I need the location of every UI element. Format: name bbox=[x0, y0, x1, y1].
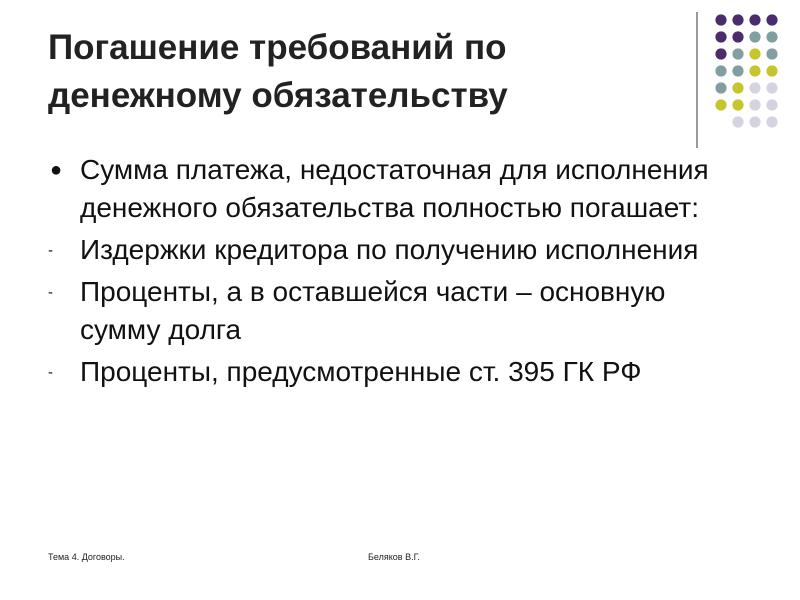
slide-title-line-2: денежному обязательству bbox=[48, 76, 508, 115]
decorative-dot bbox=[715, 31, 726, 42]
list-item bbox=[48, 353, 728, 391]
footer-topic: Тема 4. Договоры. bbox=[48, 552, 125, 562]
decorative-dot bbox=[749, 65, 760, 76]
decorative-dot bbox=[732, 99, 743, 110]
decorative-dot bbox=[766, 116, 777, 127]
slide-title-line-1: Погашение требований по bbox=[48, 28, 507, 67]
dash-marker: - bbox=[48, 284, 53, 301]
list-item-text: Проценты, а в оставшейся части – основную сумму долга bbox=[80, 276, 666, 345]
decorative-dot bbox=[749, 48, 760, 59]
decorative-dot bbox=[715, 65, 726, 76]
decorative-dot bbox=[749, 116, 760, 127]
decorative-dot bbox=[732, 82, 743, 93]
list-item-text: Проценты, предусмотренные ст. 395 ГК РФ bbox=[80, 356, 642, 387]
list-item-text: Издержки кредитора по получению исполнения bbox=[80, 234, 699, 265]
decorative-dot bbox=[732, 116, 743, 127]
decorative-dot bbox=[732, 48, 743, 59]
decorative-dot bbox=[766, 99, 777, 110]
decorative-dot bbox=[749, 31, 760, 42]
decorative-divider-line bbox=[696, 12, 698, 148]
list-item bbox=[48, 151, 728, 227]
decorative-dot bbox=[715, 14, 726, 25]
list-item bbox=[48, 231, 728, 269]
bullet-list bbox=[48, 151, 728, 391]
dash-marker: - bbox=[48, 242, 53, 259]
dash-marker: - bbox=[48, 364, 53, 381]
decorative-dot-grid bbox=[711, 12, 791, 132]
decorative-dot bbox=[715, 99, 726, 110]
decorative-dot bbox=[732, 65, 743, 76]
decorative-dot bbox=[732, 14, 743, 25]
slide-title bbox=[48, 24, 668, 120]
list-item bbox=[48, 273, 728, 349]
decorative-dot bbox=[766, 48, 777, 59]
decorative-dot bbox=[749, 99, 760, 110]
footer-author: Беляков В.Г. bbox=[368, 552, 420, 562]
decorative-dot bbox=[766, 14, 777, 25]
decorative-dot bbox=[766, 82, 777, 93]
decorative-dot bbox=[715, 48, 726, 59]
decorative-dot bbox=[749, 14, 760, 25]
decorative-dot bbox=[732, 31, 743, 42]
list-item-text: Сумма платежа, недостаточная для исполнения денежного обязательства полностью погашает: bbox=[80, 154, 709, 223]
bullet-marker: ● bbox=[50, 159, 63, 181]
decorative-dot bbox=[715, 82, 726, 93]
decorative-dot bbox=[749, 82, 760, 93]
decorative-dot bbox=[766, 31, 777, 42]
decorative-dot bbox=[766, 65, 777, 76]
